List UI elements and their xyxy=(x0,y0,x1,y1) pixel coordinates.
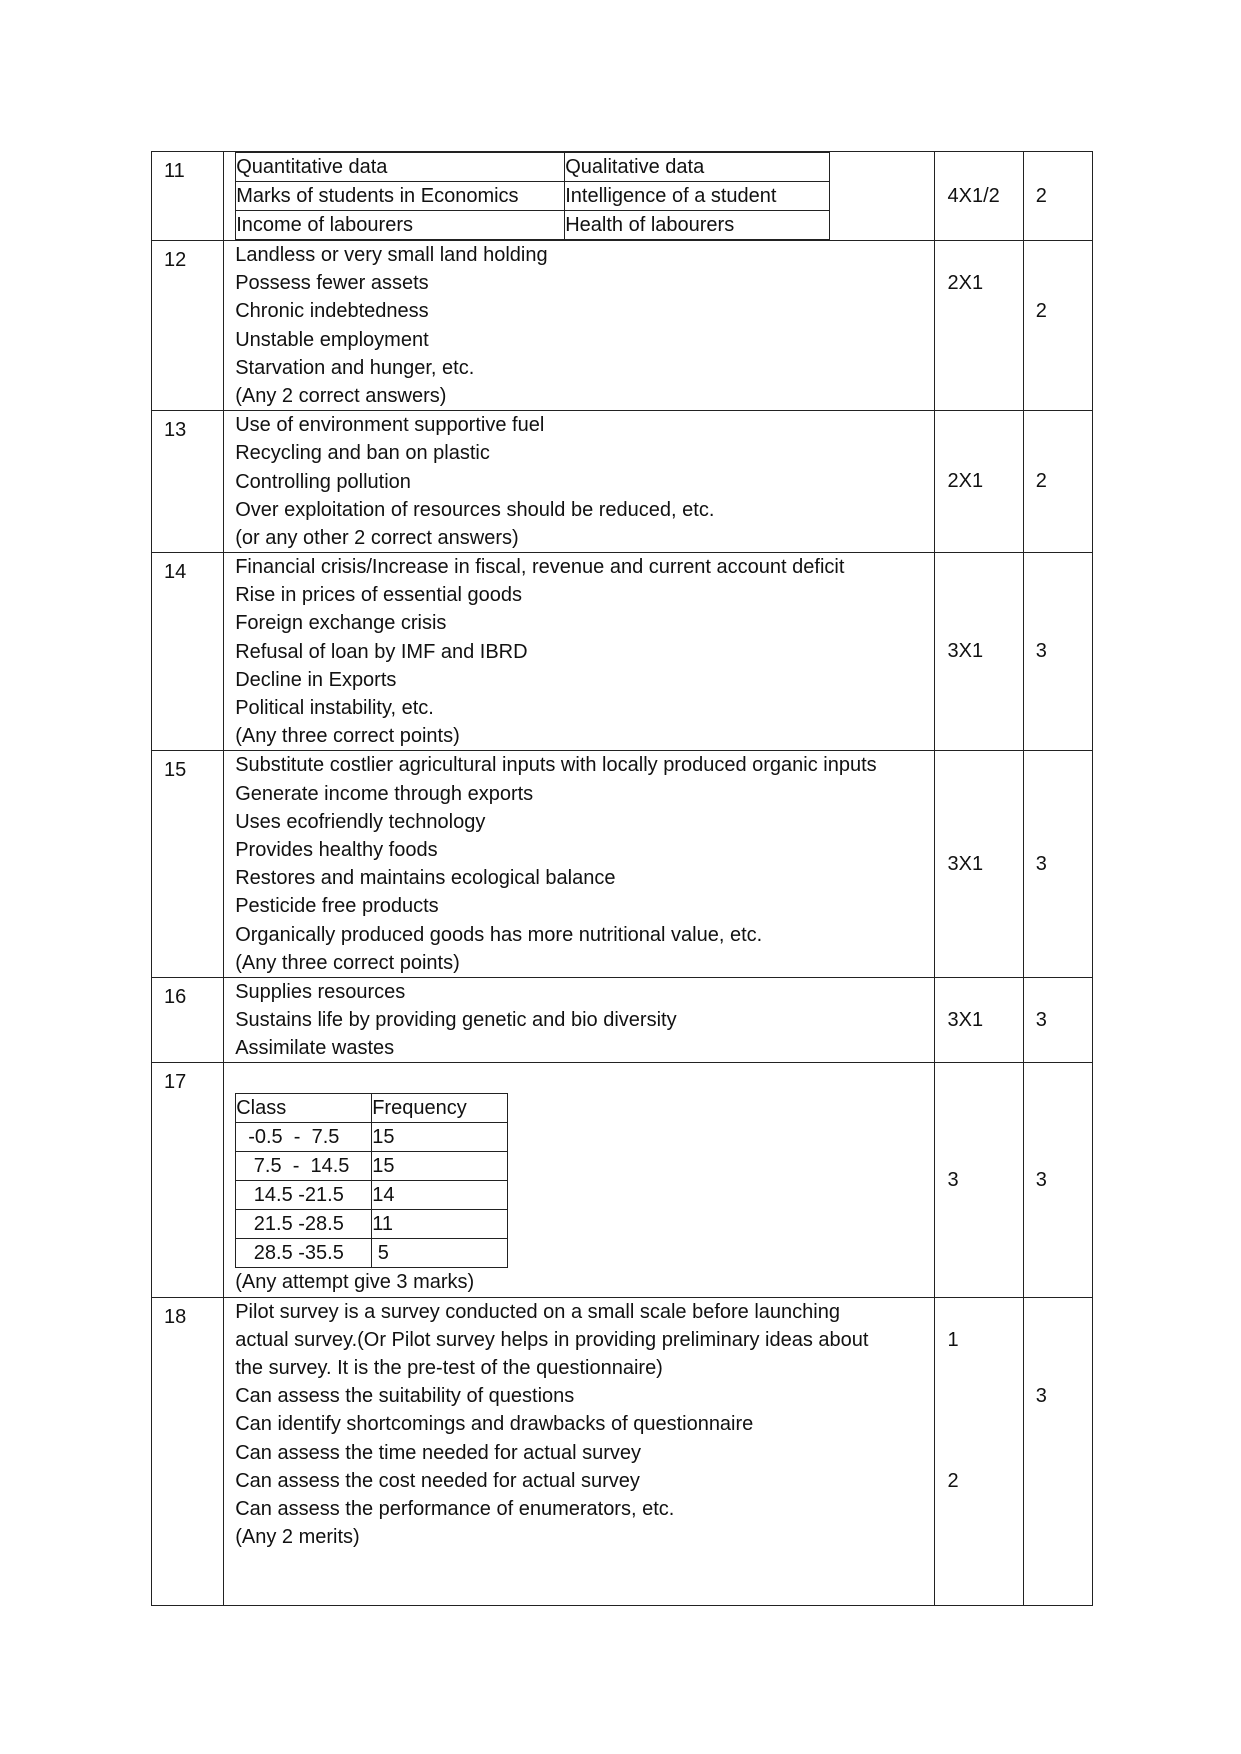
table-row xyxy=(236,211,830,240)
question-number: 12 xyxy=(152,241,224,411)
answer-line: (Any 2 correct answers) xyxy=(235,384,447,407)
total-marks: 3 xyxy=(1023,1063,1092,1297)
question-number: 15 xyxy=(152,751,224,978)
answer-line: Refusal of loan by IMF and IBRD xyxy=(235,640,528,663)
answer-cell xyxy=(224,1063,935,1297)
answer-line: Starvation and hunger, etc. xyxy=(235,356,475,379)
cell: Intelligence of a student xyxy=(565,182,830,211)
answer-line: Controlling pollution xyxy=(235,470,411,493)
answer-line: Generate income through exports xyxy=(235,782,534,805)
marking-note: (Any attempt give 3 marks) xyxy=(235,1271,475,1294)
table-row xyxy=(236,1210,508,1239)
question-number: 16 xyxy=(152,977,224,1063)
cell: 15 xyxy=(372,1123,508,1152)
cell: 21.5 -28.5 xyxy=(236,1210,372,1239)
cell: 14 xyxy=(372,1181,508,1210)
answer-line: actual survey.(Or Pilot survey helps in providing preliminary ideas about xyxy=(235,1328,869,1351)
question-row-12 xyxy=(152,241,1093,411)
answer-cell xyxy=(224,751,935,978)
table-row xyxy=(236,1123,508,1152)
marks-allocation: 2X1 xyxy=(935,411,1023,553)
cell: Marks of students in Economics xyxy=(236,182,565,211)
answer-line: Provides healthy foods xyxy=(235,838,438,861)
marks-allocation: 3 xyxy=(935,1063,1023,1297)
answer-line: Use of environment supportive fuel xyxy=(235,414,545,437)
table-row xyxy=(236,1181,508,1210)
frequency-table xyxy=(235,1093,508,1268)
question-row-13 xyxy=(152,411,1093,553)
answer-line: Substitute costlier agricultural inputs with locally produced organic inputs xyxy=(235,754,877,777)
marking-scheme-table xyxy=(151,151,1093,1606)
answer-line: Financial crisis/Increase in fiscal, revenue and current account deficit xyxy=(235,556,845,579)
total-marks: 3 xyxy=(1023,977,1092,1063)
answer-line: (Any three correct points) xyxy=(235,951,460,974)
answer-line: Uses ecofriendly technology xyxy=(235,810,486,833)
answer-cell xyxy=(224,977,935,1063)
question-row-17 xyxy=(152,1063,1093,1297)
answer-line: Organically produced goods has more nutritional value, etc. xyxy=(235,923,763,946)
question-row-15 xyxy=(152,751,1093,978)
marks-allocation xyxy=(935,241,1023,411)
question-number: 13 xyxy=(152,411,224,553)
question-row-14 xyxy=(152,553,1093,751)
cell: 28.5 -35.5 xyxy=(236,1239,372,1268)
total-marks: 2 xyxy=(1023,411,1092,553)
data-type-table xyxy=(235,152,830,240)
question-row-11 xyxy=(152,152,1093,241)
answer-line: Can assess the cost needed for actual survey xyxy=(235,1469,640,1492)
question-row-16 xyxy=(152,977,1093,1063)
total-marks xyxy=(1023,1297,1092,1605)
cell: Health of labourers xyxy=(565,211,830,240)
total-marks xyxy=(1023,241,1092,411)
answer-cell xyxy=(224,241,935,411)
table-row xyxy=(236,1152,508,1181)
total-marks: 2 xyxy=(1023,152,1092,241)
answer-cell xyxy=(224,411,935,553)
answer-line: Assimilate wastes xyxy=(235,1037,395,1060)
answer-line: Chronic indebtedness xyxy=(235,300,429,323)
cell: 14.5 -21.5 xyxy=(236,1181,372,1210)
question-row-18 xyxy=(152,1297,1093,1605)
answer-line: Over exploitation of resources should be reduced, etc. xyxy=(235,498,715,521)
marks-allocation: 3X1 xyxy=(935,553,1023,751)
cell: -0.5 - 7.5 xyxy=(236,1123,372,1152)
question-number: 11 xyxy=(152,152,224,241)
question-number: 18 xyxy=(152,1297,224,1605)
answer-line: Can assess the performance of enumerators, etc. xyxy=(235,1497,675,1520)
answer-line: Recycling and ban on plastic xyxy=(235,442,490,465)
total-value: 3 xyxy=(1035,1385,1047,1408)
answer-line: Pesticide free products xyxy=(235,895,439,918)
answer-line: (or any other 2 correct answers) xyxy=(235,526,519,549)
marks-allocation xyxy=(935,1297,1023,1605)
header-quantitative: Quantitative data xyxy=(236,153,565,182)
answer-line: Decline in Exports xyxy=(235,668,397,691)
header-class: Class xyxy=(236,1094,372,1123)
answer-line: Restores and maintains ecological balance xyxy=(235,867,616,890)
answer-cell xyxy=(224,152,935,241)
answer-line: Landless or very small land holding xyxy=(235,244,548,266)
answer-line: Sustains life by providing genetic and bio diversity xyxy=(235,1009,677,1032)
marks-value: 2X1 xyxy=(947,272,984,294)
answer-line: (Any three correct points) xyxy=(235,725,460,748)
answer-line: Unstable employment xyxy=(235,328,429,351)
cell: 15 xyxy=(372,1152,508,1181)
answer-line: Supplies resources xyxy=(235,980,406,1003)
total-marks: 3 xyxy=(1023,553,1092,751)
answer-line: Rise in prices of essential goods xyxy=(235,584,523,607)
cell: 11 xyxy=(372,1210,508,1239)
marks-allocation: 3X1 xyxy=(935,751,1023,978)
answer-line: Can identify shortcomings and drawbacks of questionnaire xyxy=(235,1413,754,1436)
answer-line: Possess fewer assets xyxy=(235,272,429,295)
marks-value-a: 1 xyxy=(947,1328,959,1351)
table-row xyxy=(236,182,830,211)
header-qualitative: Qualitative data xyxy=(565,153,830,182)
answer-cell xyxy=(224,553,935,751)
table-row xyxy=(236,1239,508,1268)
answer-line: Can assess the time needed for actual survey xyxy=(235,1441,641,1464)
question-number: 14 xyxy=(152,553,224,751)
cell: 5 xyxy=(372,1239,508,1268)
answer-cell xyxy=(224,1297,935,1605)
marks-allocation: 3X1 xyxy=(935,977,1023,1063)
header-frequency: Frequency xyxy=(372,1094,508,1123)
answer-line: Foreign exchange crisis xyxy=(235,612,447,635)
cell: Income of labourers xyxy=(236,211,565,240)
marks-allocation: 4X1/2 xyxy=(935,152,1023,241)
total-value: 2 xyxy=(1035,300,1047,322)
answer-line: Pilot survey is a survey conducted on a small scale before launching xyxy=(235,1300,840,1323)
marks-value-b: 2 xyxy=(947,1469,959,1492)
total-marks: 3 xyxy=(1023,751,1092,978)
answer-line: Political instability, etc. xyxy=(235,697,434,719)
answer-line: Can assess the suitability of questions xyxy=(235,1385,575,1408)
answer-line: the survey. It is the pre-test of the questionnaire) xyxy=(235,1357,663,1379)
answer-line: (Any 2 merits) xyxy=(235,1526,360,1549)
cell: 7.5 - 14.5 xyxy=(236,1152,372,1181)
question-number: 17 xyxy=(152,1063,224,1297)
